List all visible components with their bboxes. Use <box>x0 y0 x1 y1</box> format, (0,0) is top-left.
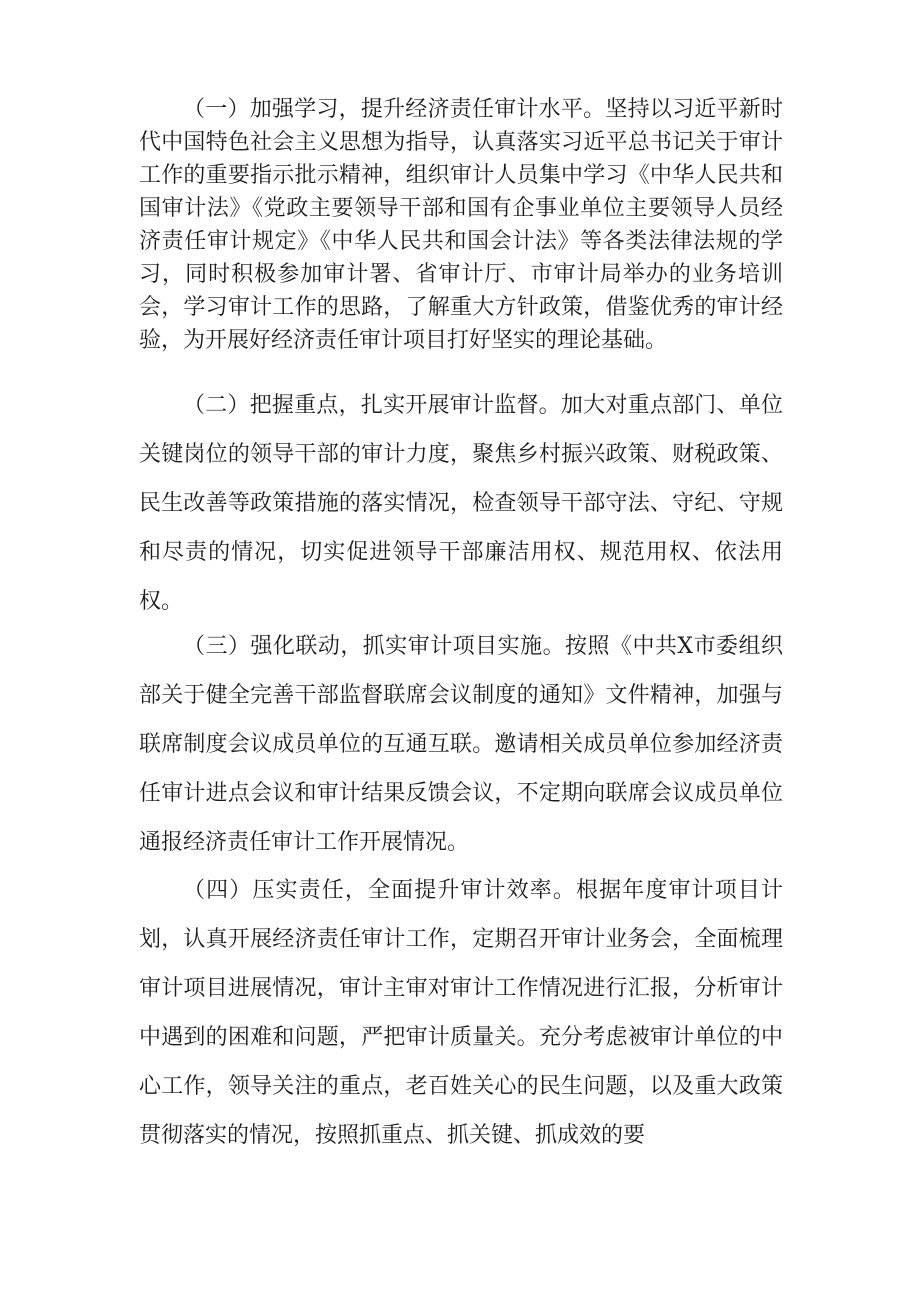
paragraph-4: （四）压实责任，全面提升审计效率。根据年度审计项目计划，认真开展经济责任审计工作，定期召开审计业务会，全面梳理审计项目进展情况，审计主审对审计工作情况进行汇报，分析审计中遇到的困难和问题，严把审计质量关。充分考虑被审计单位的中心工作，领导关注的重点，老百姓关心的民生问题，以及重大政策贯彻落实的情况，按照抓重点、抓关键、抓成效的要 <box>139 878 783 1148</box>
paragraph-3: （三）强化联动，抓实审计项目实施。按照《中共X市委组织部关于健全完善干部监督联席会议制度的通知》文件精神，加强与联席制度会议成员单位的互通互联。邀请相关成员单位参加经济责任审计进点会议和审计结果反馈会议，不定期向联席会议成员单位通报经济责任审计工作开展情况。 <box>139 634 783 855</box>
paragraph-2: （二）把握重点，扎实开展审计监督。加大对重点部门、单位关键岗位的领导干部的审计力度，聚焦乡村振兴政策、财税政策、民生改善等政策措施的落实情况，检查领导干部守法、守纪、守规和尽责的情况，切实促进领导干部廉洁用权、规范用权、依法用权。 <box>139 393 783 614</box>
paragraph-1: （一）加强学习，提升经济责任审计水平。坚持以习近平新时代中国特色社会主义思想为指导，认真落实习近平总书记关于审计工作的重要指示批示精神，组织审计人员集中学习《中华人民共和国审计法》《党政主要领导干部和国有企事业单位主要领导人员经济责任审计规定》《中华人民共和国会计法》等各类法律法规的学习，同时积极参加审计署、省审计厅、市审计局举办的业务培训会，学习审计工作的思路，了解重大方针政策，借鉴优秀的审计经验，为开展好经济责任审计项目打好坚实的理论基础。 <box>139 97 783 353</box>
